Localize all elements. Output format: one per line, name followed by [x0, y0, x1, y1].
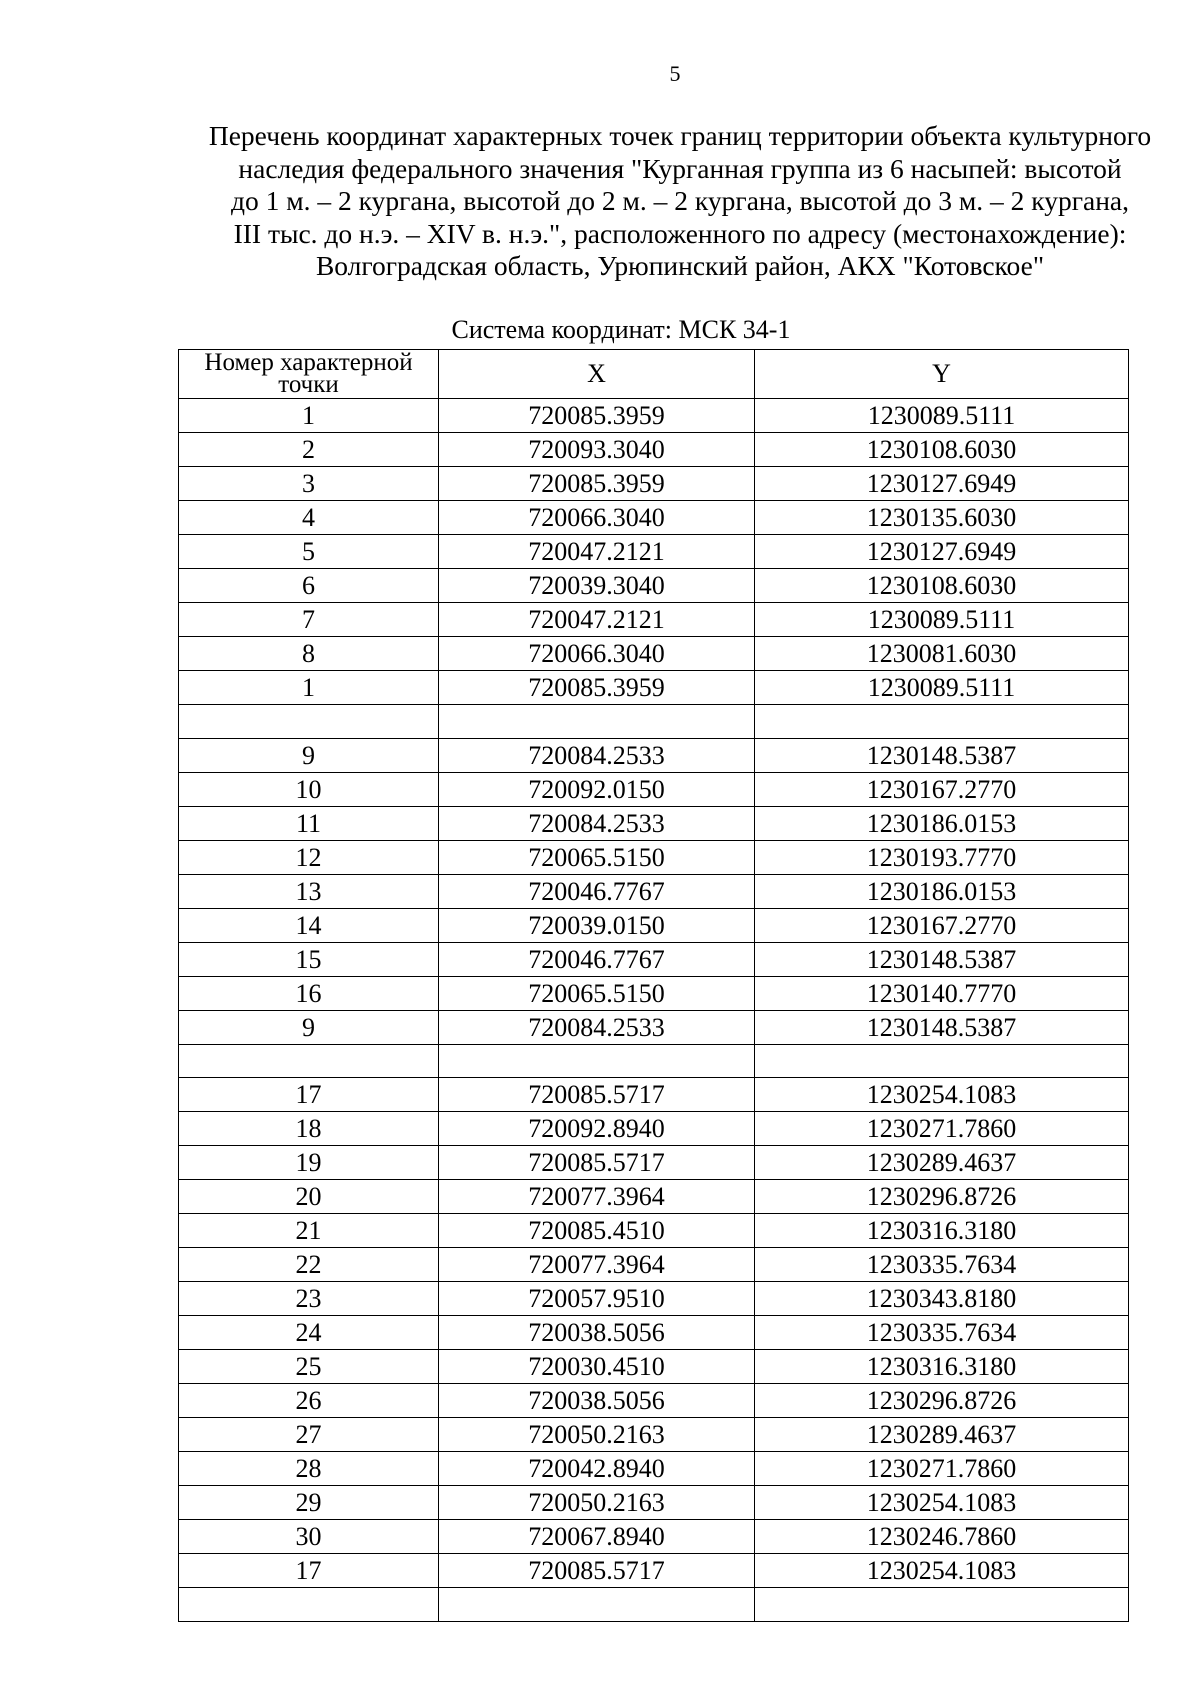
table-row [179, 467, 1129, 501]
cell-point-number: 30 [179, 1520, 439, 1554]
table-row [179, 1248, 1129, 1282]
table-row [179, 1520, 1129, 1554]
cell-point-number: 23 [179, 1282, 439, 1316]
cell-y: 1230167.2770 [755, 772, 1129, 806]
document-title [160, 120, 1200, 283]
cell-x [439, 705, 755, 739]
cell-point-number: 7 [179, 603, 439, 637]
cell-y: 1230140.7770 [755, 976, 1129, 1010]
title-line: III тыс. до н.э. – XIV в. н.э.", расположенного по адресу (местонахождение): [233, 217, 1127, 249]
table-body [179, 399, 1129, 1622]
cell-x: 720077.3964 [439, 1180, 755, 1214]
table-row [179, 1554, 1129, 1588]
table-row [179, 976, 1129, 1010]
table-row [179, 1146, 1129, 1180]
cell-point-number: 18 [179, 1112, 439, 1146]
table-row [179, 1452, 1129, 1486]
cell-point-number: 19 [179, 1146, 439, 1180]
cell-y: 1230167.2770 [755, 908, 1129, 942]
cell-x: 720067.8940 [439, 1520, 755, 1554]
cell-y: 1230089.5111 [755, 671, 1129, 705]
cell-y: 1230271.7860 [755, 1452, 1129, 1486]
cell-y: 1230148.5387 [755, 942, 1129, 976]
cell-y: 1230296.8726 [755, 1384, 1129, 1418]
cell-x [439, 1044, 755, 1078]
table-row [179, 874, 1129, 908]
cell-y: 1230246.7860 [755, 1520, 1129, 1554]
header-y: Y [755, 350, 1129, 399]
table-row [179, 1180, 1129, 1214]
title-line: наследия федерального значения "Курганная группа из 6 насыпей: высотой [238, 152, 1122, 184]
cell-x: 720042.8940 [439, 1452, 755, 1486]
table-row [179, 433, 1129, 467]
table-row [179, 738, 1129, 772]
coordinates-table [178, 349, 1129, 1622]
cell-point-number: 9 [179, 738, 439, 772]
cell-point-number: 24 [179, 1316, 439, 1350]
cell-y: 1230108.6030 [755, 569, 1129, 603]
cell-point-number [179, 705, 439, 739]
cell-x: 720038.5056 [439, 1384, 755, 1418]
cell-x: 720047.2121 [439, 603, 755, 637]
cell-point-number: 10 [179, 772, 439, 806]
cell-y: 1230254.1083 [755, 1554, 1129, 1588]
cell-x: 720092.0150 [439, 772, 755, 806]
cell-y: 1230089.5111 [755, 603, 1129, 637]
cell-y: 1230081.6030 [755, 637, 1129, 671]
table-row [179, 1044, 1129, 1078]
cell-y: 1230289.4637 [755, 1146, 1129, 1180]
cell-x: 720084.2533 [439, 738, 755, 772]
cell-point-number: 14 [179, 908, 439, 942]
table-row [179, 806, 1129, 840]
cell-y [755, 1044, 1129, 1078]
cell-x: 720038.5056 [439, 1316, 755, 1350]
table-row [179, 671, 1129, 705]
table-row [179, 1384, 1129, 1418]
title-line: Волгоградская область, Урюпинский район, АКХ "Котовское" [315, 250, 1045, 281]
cell-y: 1230316.3180 [755, 1214, 1129, 1248]
cell-y: 1230108.6030 [755, 433, 1129, 467]
header-point-number: Номер характерной точки [179, 350, 439, 399]
cell-point-number: 17 [179, 1554, 439, 1588]
table-row [179, 840, 1129, 874]
cell-point-number: 4 [179, 501, 439, 535]
cell-point-number: 1 [179, 399, 439, 433]
cell-point-number: 9 [179, 1010, 439, 1044]
cell-x [439, 1588, 755, 1622]
cell-x: 720047.2121 [439, 535, 755, 569]
cell-x: 720065.5150 [439, 840, 755, 874]
table-row [179, 501, 1129, 535]
cell-point-number: 1 [179, 671, 439, 705]
cell-x: 720085.3959 [439, 671, 755, 705]
cell-point-number: 26 [179, 1384, 439, 1418]
cell-point-number [179, 1588, 439, 1622]
cell-y: 1230127.6949 [755, 467, 1129, 501]
cell-x: 720057.9510 [439, 1282, 755, 1316]
table-header-row [179, 350, 1129, 399]
table-row [179, 942, 1129, 976]
table-row [179, 1282, 1129, 1316]
title-line: Перечень координат характерных точек границ территории объекта культурного [208, 120, 1152, 151]
cell-y: 1230186.0153 [755, 874, 1129, 908]
cell-point-number: 12 [179, 840, 439, 874]
table-row [179, 603, 1129, 637]
cell-x: 720084.2533 [439, 1010, 755, 1044]
cell-y: 1230193.7770 [755, 840, 1129, 874]
table-row [179, 1350, 1129, 1384]
cell-y: 1230289.4637 [755, 1418, 1129, 1452]
cell-point-number: 22 [179, 1248, 439, 1282]
table-row [179, 1078, 1129, 1112]
cell-y: 1230135.6030 [755, 501, 1129, 535]
cell-y: 1230127.6949 [755, 535, 1129, 569]
table-row [179, 399, 1129, 433]
table-row [179, 637, 1129, 671]
cell-x: 720093.3040 [439, 433, 755, 467]
cell-x: 720085.3959 [439, 399, 755, 433]
cell-y [755, 1588, 1129, 1622]
cell-point-number: 27 [179, 1418, 439, 1452]
cell-x: 720085.5717 [439, 1554, 755, 1588]
cell-x: 720085.4510 [439, 1214, 755, 1248]
table-row [179, 908, 1129, 942]
cell-y: 1230254.1083 [755, 1078, 1129, 1112]
cell-x: 720085.5717 [439, 1146, 755, 1180]
page-number: 5 [669, 61, 681, 86]
cell-y: 1230335.7634 [755, 1316, 1129, 1350]
table-row [179, 772, 1129, 806]
cell-x: 720084.2533 [439, 806, 755, 840]
cell-y: 1230271.7860 [755, 1112, 1129, 1146]
cell-x: 720066.3040 [439, 637, 755, 671]
cell-y: 1230254.1083 [755, 1486, 1129, 1520]
table-row [179, 1588, 1129, 1622]
cell-y: 1230148.5387 [755, 738, 1129, 772]
cell-y: 1230296.8726 [755, 1180, 1129, 1214]
cell-point-number: 6 [179, 569, 439, 603]
cell-point-number: 11 [179, 806, 439, 840]
cell-x: 720046.7767 [439, 874, 755, 908]
cell-x: 720085.3959 [439, 467, 755, 501]
cell-point-number: 13 [179, 874, 439, 908]
cell-point-number: 20 [179, 1180, 439, 1214]
title-line: до 1 м. – 2 кургана, высотой до 2 м. – 2 кургана, высотой до 3 м. – 2 кургана, [230, 185, 1130, 216]
cell-y: 1230089.5111 [755, 399, 1129, 433]
cell-x: 720065.5150 [439, 976, 755, 1010]
cell-x: 720066.3040 [439, 501, 755, 535]
cell-point-number: 29 [179, 1486, 439, 1520]
table-row [179, 535, 1129, 569]
cell-x: 720085.5717 [439, 1078, 755, 1112]
cell-point-number: 16 [179, 976, 439, 1010]
coordinate-system-caption: Система координат: МСК 34-1 [451, 315, 791, 344]
cell-point-number: 2 [179, 433, 439, 467]
cell-y: 1230335.7634 [755, 1248, 1129, 1282]
table-row [179, 1486, 1129, 1520]
table-row [179, 705, 1129, 739]
cell-y [755, 705, 1129, 739]
cell-point-number: 15 [179, 942, 439, 976]
cell-point-number: 28 [179, 1452, 439, 1486]
table-row [179, 1418, 1129, 1452]
table-row [179, 569, 1129, 603]
cell-y: 1230316.3180 [755, 1350, 1129, 1384]
cell-x: 720077.3964 [439, 1248, 755, 1282]
cell-point-number: 5 [179, 535, 439, 569]
cell-point-number: 8 [179, 637, 439, 671]
cell-y: 1230148.5387 [755, 1010, 1129, 1044]
cell-x: 720030.4510 [439, 1350, 755, 1384]
cell-point-number [179, 1044, 439, 1078]
cell-point-number: 25 [179, 1350, 439, 1384]
cell-y: 1230343.8180 [755, 1282, 1129, 1316]
table-row [179, 1112, 1129, 1146]
cell-x: 720039.0150 [439, 908, 755, 942]
cell-x: 720092.8940 [439, 1112, 755, 1146]
cell-x: 720046.7767 [439, 942, 755, 976]
cell-point-number: 21 [179, 1214, 439, 1248]
table-row [179, 1010, 1129, 1044]
cell-x: 720039.3040 [439, 569, 755, 603]
cell-x: 720050.2163 [439, 1418, 755, 1452]
table-row [179, 1316, 1129, 1350]
table-row [179, 1214, 1129, 1248]
cell-y: 1230186.0153 [755, 806, 1129, 840]
header-x: X [439, 350, 755, 399]
cell-x: 720050.2163 [439, 1486, 755, 1520]
cell-point-number: 3 [179, 467, 439, 501]
cell-point-number: 17 [179, 1078, 439, 1112]
